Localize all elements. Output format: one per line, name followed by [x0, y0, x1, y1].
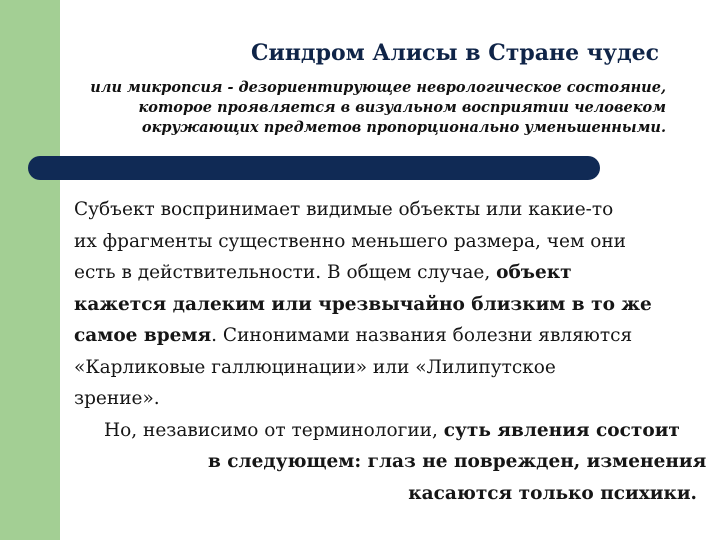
body-emphasis: самое время: [74, 325, 212, 346]
body-emphasis: кажется далеким или чрезвычайно близким в то же: [74, 293, 652, 315]
body-line: [74, 478, 704, 510]
subtitle-line: или микропсия - дезориентирующее неврологическое состояние,: [90, 79, 666, 96]
body-line: зрение».: [74, 388, 160, 409]
body-line: [74, 320, 704, 352]
body-text-run: есть в действительности. В общем случае,: [74, 262, 497, 283]
body-line: [74, 289, 704, 321]
body-line: [74, 257, 704, 289]
body-emphasis: касаются только психики.: [408, 482, 697, 504]
body-paragraph: [74, 194, 707, 509]
body-line: «Карликовые галлюцинации» или «Лилипутское: [74, 356, 556, 378]
subtitle-line: которое проявляется в визуальном восприятии человеком: [138, 99, 666, 116]
body-line: их фрагменты существенно меньшего размера, чем они: [74, 230, 627, 252]
subtitle-line: окружающих предметов пропорционально уменьшенными.: [141, 119, 666, 136]
body-text-run: . Синонимами названия болезни являются: [211, 325, 633, 346]
body-emphasis: суть явления состоит: [443, 419, 680, 441]
slide-title: Синдром Алисы в Стране чудес: [251, 40, 659, 66]
body-emphasis: в следующем: глаз не поврежден, изменения: [208, 451, 707, 472]
slide-subtitle: [80, 78, 666, 138]
body-line: Субъект воспринимает видимые объекты или какие-то: [74, 199, 614, 220]
body-line: [74, 446, 707, 478]
body-emphasis: объект: [496, 262, 572, 283]
body-line: [74, 415, 704, 447]
body-text-run: Но, независимо от терминологии,: [104, 419, 444, 441]
title-divider-bar: [28, 156, 600, 180]
